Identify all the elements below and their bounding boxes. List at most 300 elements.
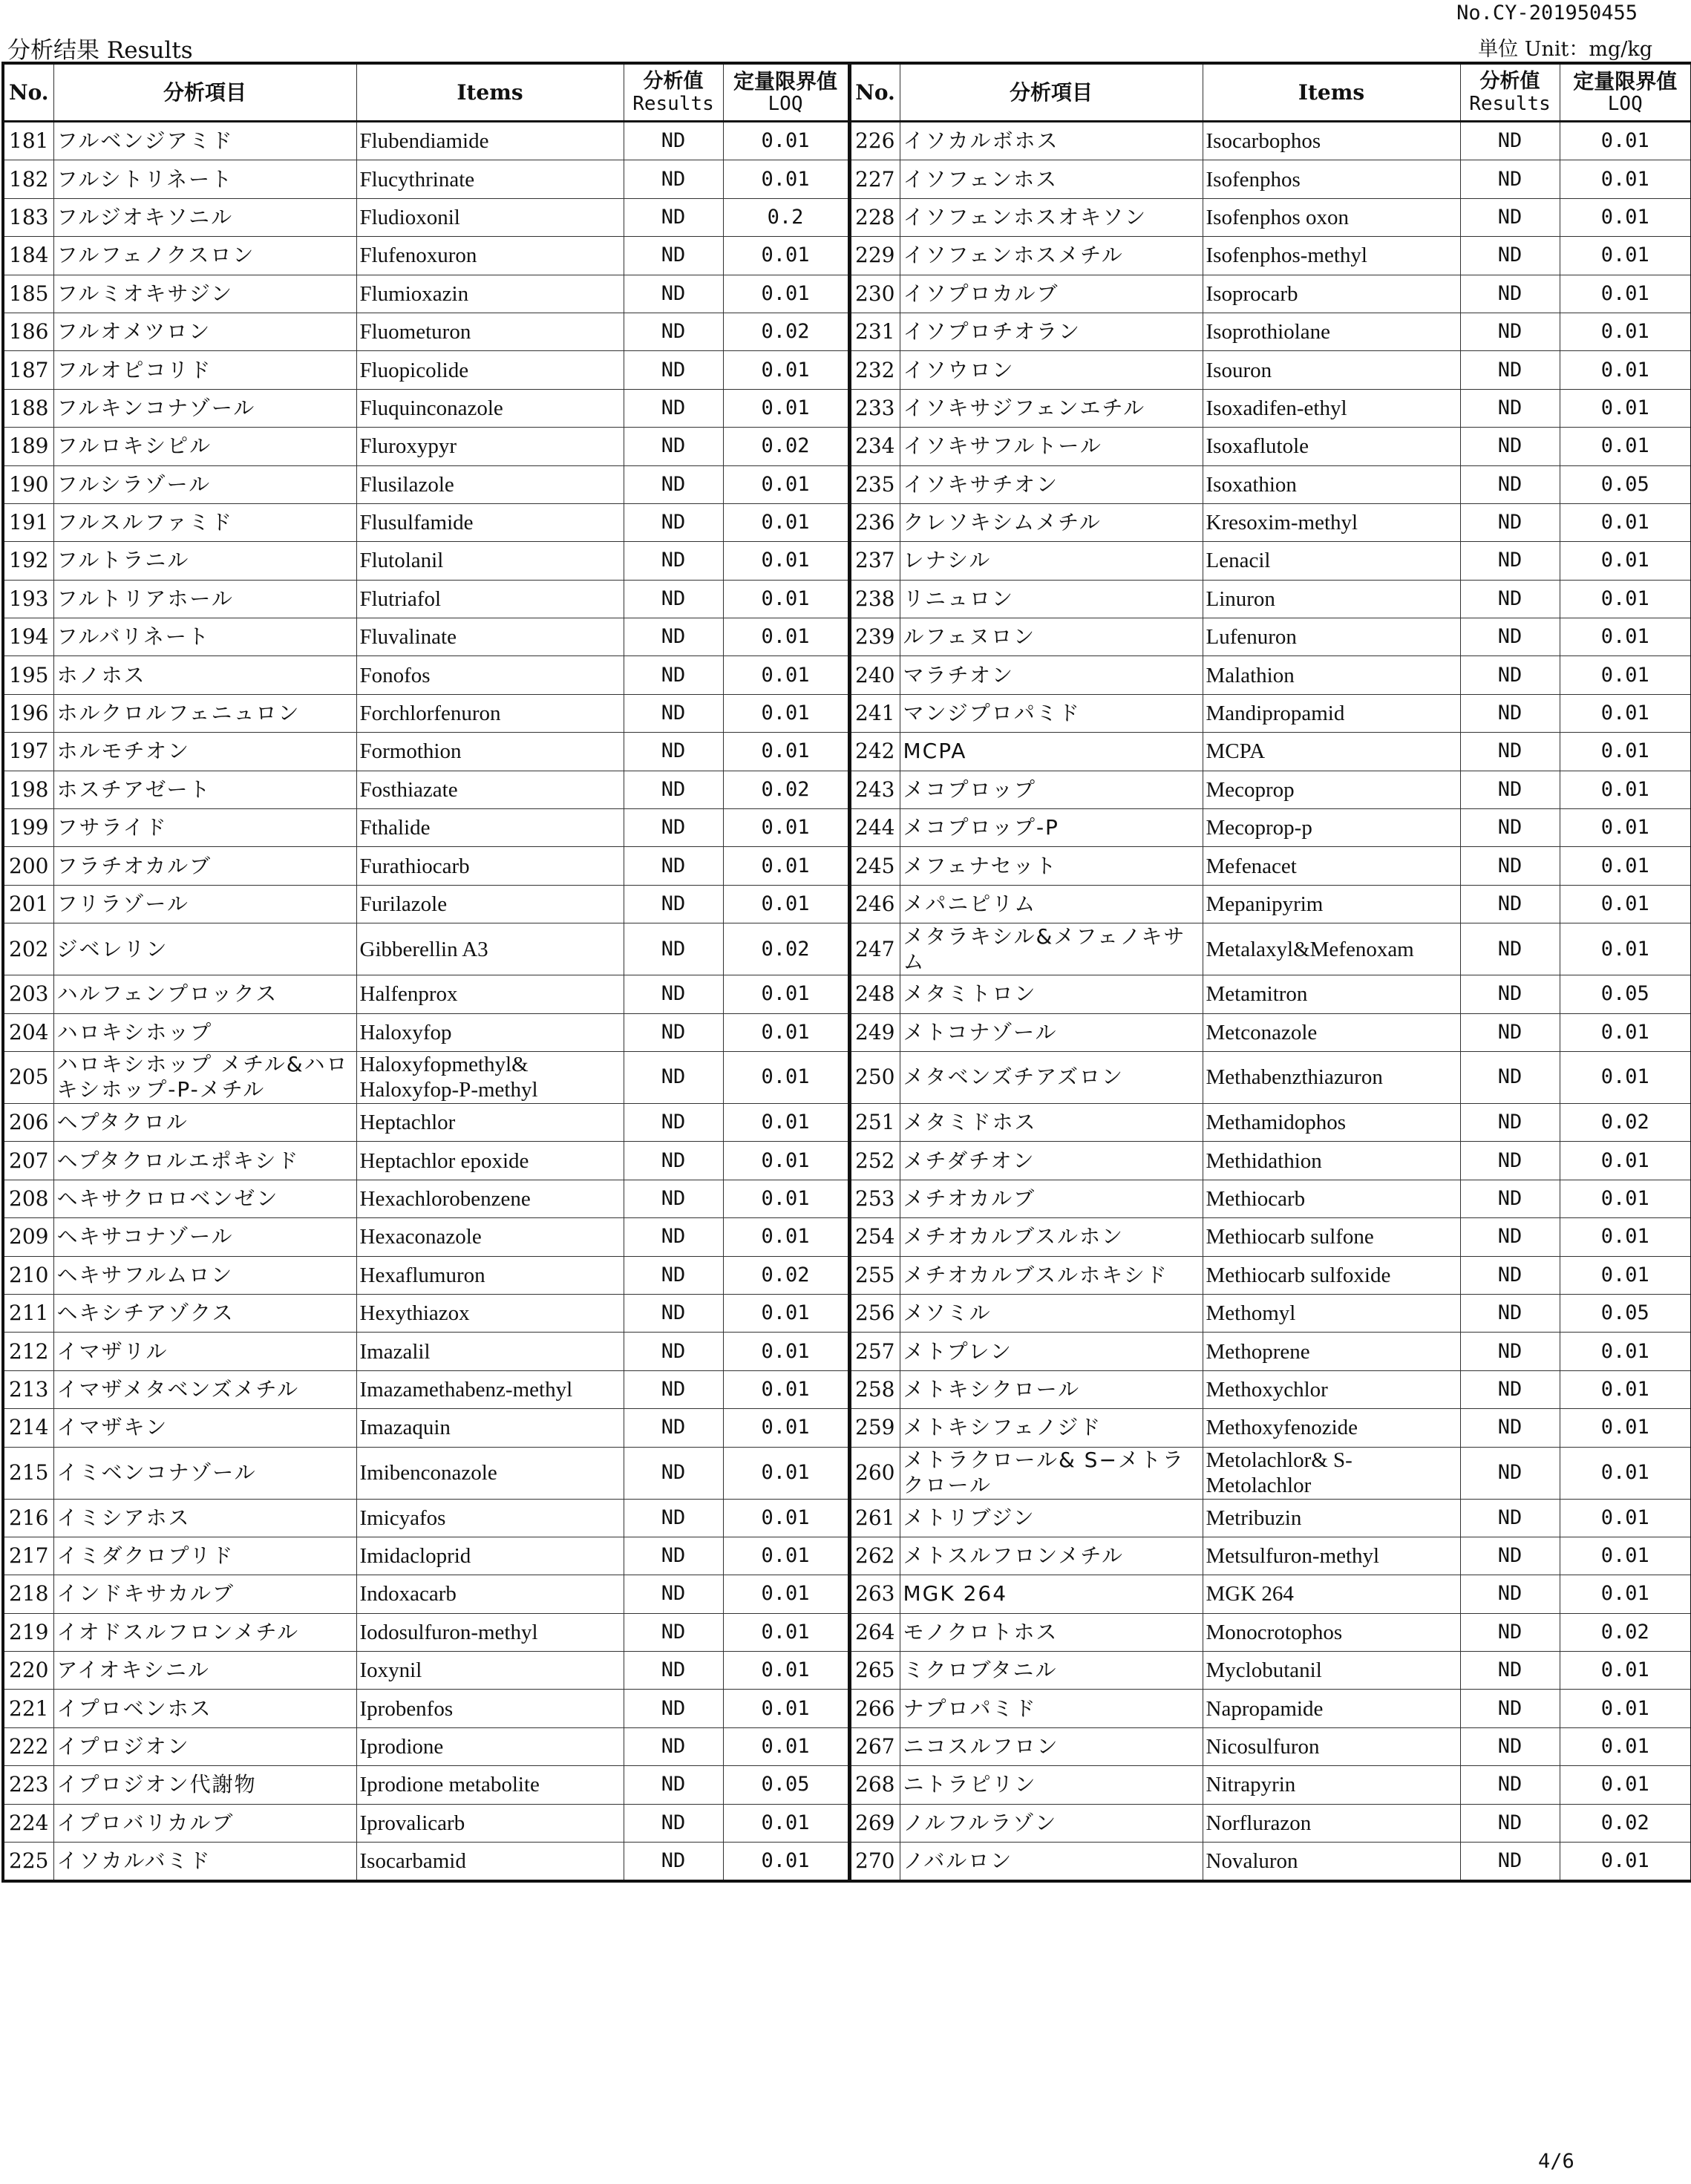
cell-item-name: Indoxacarb: [356, 1575, 624, 1613]
cell-item-name: Methidathion: [1203, 1142, 1460, 1180]
cell-no: 243: [849, 771, 900, 808]
cell-result: ND: [1460, 1051, 1560, 1103]
cell-no: 241: [849, 694, 900, 732]
table-row: [3, 885, 1691, 923]
cell-item-name: Nitrapyrin: [1203, 1766, 1460, 1804]
cell-item-name: Imicyafos: [356, 1499, 624, 1537]
table-row: [3, 1180, 1691, 1217]
cell-loq: 0.01: [723, 618, 849, 656]
cell-analysis-item-jp: ノバルロン: [900, 1843, 1203, 1882]
cell-result: ND: [1460, 237, 1560, 275]
cell-result: ND: [624, 618, 723, 656]
cell-loq: 0.01: [1560, 1180, 1691, 1217]
cell-analysis-item-jp: イミベンコナゾール: [53, 1447, 356, 1499]
cell-loq: 0.01: [1560, 656, 1691, 694]
table-row: [3, 237, 1691, 275]
cell-no: 213: [3, 1370, 53, 1408]
header-analysis-item-jp: 分析項目: [53, 63, 356, 122]
table-row: [3, 122, 1691, 160]
cell-loq: 0.01: [723, 1294, 849, 1332]
cell-result: ND: [1460, 1613, 1560, 1651]
cell-item-name: Methiocarb sulfone: [1203, 1218, 1460, 1256]
cell-analysis-item-jp: ヘキサフルムロン: [53, 1256, 356, 1294]
cell-analysis-item-jp: ナプロパミド: [900, 1690, 1203, 1727]
cell-no: 195: [3, 656, 53, 694]
cell-loq: 0.02: [1560, 1103, 1691, 1141]
cell-item-name: Furilazole: [356, 885, 624, 923]
table-row: [3, 1013, 1691, 1051]
cell-analysis-item-jp: ニコスルフロン: [900, 1727, 1203, 1765]
cell-no: 214: [3, 1409, 53, 1447]
cell-result: ND: [1460, 1804, 1560, 1842]
cell-loq: 0.01: [1560, 580, 1691, 618]
cell-result: ND: [624, 313, 723, 350]
cell-result: ND: [624, 1575, 723, 1613]
cell-no: 225: [3, 1843, 53, 1882]
table-body: [3, 122, 1691, 1882]
cell-result: ND: [624, 237, 723, 275]
cell-no: 234: [849, 428, 900, 465]
cell-loq: 0.01: [1560, 389, 1691, 427]
table-header-row: [3, 63, 1691, 122]
cell-item-name: Imazalil: [356, 1333, 624, 1370]
cell-item-name: Mecoprop-p: [1203, 809, 1460, 847]
cell-analysis-item-jp: メコプロップ: [900, 771, 1203, 808]
cell-item-name: Metconazole: [1203, 1013, 1460, 1051]
table-row: [3, 503, 1691, 541]
cell-loq: 0.01: [1560, 351, 1691, 389]
cell-analysis-item-jp: メタラキシル&メフェノキサム: [900, 923, 1203, 975]
cell-loq: 0.01: [723, 1218, 849, 1256]
cell-item-name: Isoxadifen-ethyl: [1203, 389, 1460, 427]
cell-loq: 0.01: [723, 1447, 849, 1499]
cell-loq: 0.01: [1560, 1690, 1691, 1727]
cell-no: 227: [849, 160, 900, 198]
table-row: [3, 771, 1691, 808]
cell-analysis-item-jp: フルシトリネート: [53, 160, 356, 198]
cell-loq: 0.01: [723, 580, 849, 618]
cell-analysis-item-jp: メコプロップ-P: [900, 809, 1203, 847]
cell-analysis-item-jp: イソプロチオラン: [900, 313, 1203, 350]
cell-no: 198: [3, 771, 53, 808]
table-row: [3, 428, 1691, 465]
table-row: [3, 1804, 1691, 1842]
header-loq-jp: 定量限界值: [733, 68, 837, 94]
cell-item-name: Fluopicolide: [356, 351, 624, 389]
cell-result: ND: [624, 503, 723, 541]
cell-loq: 0.01: [723, 1537, 849, 1575]
cell-no: 199: [3, 809, 53, 847]
cell-item-name: Isofenphos: [1203, 160, 1460, 198]
table-row: [3, 351, 1691, 389]
table-row: [3, 1613, 1691, 1651]
cell-no: 193: [3, 580, 53, 618]
table-row: [3, 389, 1691, 427]
header-no: No.: [849, 63, 900, 122]
cell-loq: 0.01: [723, 275, 849, 313]
cell-analysis-item-jp: イミダクロプリド: [53, 1537, 356, 1575]
cell-result: ND: [624, 198, 723, 236]
cell-analysis-item-jp: ホルクロルフェニュロン: [53, 694, 356, 732]
cell-item-name: Flusilazole: [356, 465, 624, 503]
cell-analysis-item-jp: メタミドホス: [900, 1103, 1203, 1141]
cell-loq: 0.01: [1560, 1537, 1691, 1575]
cell-result: ND: [624, 1613, 723, 1651]
cell-result: ND: [1460, 122, 1560, 160]
cell-item-name: Hexaflumuron: [356, 1256, 624, 1294]
cell-result: ND: [1460, 313, 1560, 350]
cell-analysis-item-jp: ニトラピリン: [900, 1766, 1203, 1804]
header-items: Items: [1203, 63, 1460, 122]
cell-analysis-item-jp: メトリブジン: [900, 1499, 1203, 1537]
cell-loq: 0.01: [723, 847, 849, 885]
cell-item-name: Nicosulfuron: [1203, 1727, 1460, 1765]
cell-item-name: Metolachlor& S-Metolachlor: [1203, 1447, 1460, 1499]
cell-result: ND: [1460, 847, 1560, 885]
cell-analysis-item-jp: イソキサチオン: [900, 465, 1203, 503]
cell-result: ND: [1460, 198, 1560, 236]
cell-no: 242: [849, 733, 900, 771]
cell-no: 248: [849, 975, 900, 1013]
cell-no: 235: [849, 465, 900, 503]
cell-loq: 0.01: [723, 237, 849, 275]
cell-analysis-item-jp: フルオピコリド: [53, 351, 356, 389]
cell-result: ND: [624, 1294, 723, 1332]
cell-item-name: Hexachlorobenzene: [356, 1180, 624, 1217]
cell-no: 269: [849, 1804, 900, 1842]
cell-no: 252: [849, 1142, 900, 1180]
cell-analysis-item-jp: メチダチオン: [900, 1142, 1203, 1180]
cell-loq: 0.01: [723, 1690, 849, 1727]
cell-loq: 0.01: [1560, 503, 1691, 541]
cell-result: ND: [624, 428, 723, 465]
table-row: [3, 160, 1691, 198]
cell-no: 203: [3, 975, 53, 1013]
table-row: [3, 1218, 1691, 1256]
cell-item-name: Ioxynil: [356, 1652, 624, 1690]
cell-item-name: Iprodione: [356, 1727, 624, 1765]
cell-item-name: Metalaxyl&Mefenoxam: [1203, 923, 1460, 975]
cell-loq: 0.01: [1560, 618, 1691, 656]
cell-item-name: Imazamethabenz-methyl: [356, 1370, 624, 1408]
cell-analysis-item-jp: イソフェンホスオキソン: [900, 198, 1203, 236]
cell-loq: 0.01: [1560, 1447, 1691, 1499]
cell-no: 223: [3, 1766, 53, 1804]
cell-no: 206: [3, 1103, 53, 1141]
cell-no: 183: [3, 198, 53, 236]
cell-item-name: Formothion: [356, 733, 624, 771]
cell-no: 187: [3, 351, 53, 389]
cell-analysis-item-jp: インドキサカルブ: [53, 1575, 356, 1613]
cell-item-name: Isoxathion: [1203, 465, 1460, 503]
cell-result: ND: [624, 1180, 723, 1217]
cell-no: 263: [849, 1575, 900, 1613]
cell-item-name: Myclobutanil: [1203, 1652, 1460, 1690]
cell-no: 245: [849, 847, 900, 885]
cell-no: 218: [3, 1575, 53, 1613]
cell-item-name: Metsulfuron-methyl: [1203, 1537, 1460, 1575]
cell-analysis-item-jp: フサライド: [53, 809, 356, 847]
cell-result: ND: [1460, 975, 1560, 1013]
header-loq: [1560, 63, 1691, 122]
cell-analysis-item-jp: ヘプタクロルエポキシド: [53, 1142, 356, 1180]
cell-loq: 0.01: [723, 885, 849, 923]
cell-item-name: Gibberellin A3: [356, 923, 624, 975]
cell-result: ND: [1460, 1256, 1560, 1294]
cell-no: 265: [849, 1652, 900, 1690]
cell-loq: 0.02: [723, 428, 849, 465]
cell-no: 237: [849, 542, 900, 580]
cell-no: 204: [3, 1013, 53, 1051]
cell-loq: 0.01: [1560, 428, 1691, 465]
cell-loq: 0.01: [1560, 694, 1691, 732]
cell-no: 268: [849, 1766, 900, 1804]
cell-analysis-item-jp: フルミオキサジン: [53, 275, 356, 313]
cell-result: ND: [1460, 618, 1560, 656]
cell-loq: 0.01: [723, 503, 849, 541]
unit-label: 単位 Unit：mg/kg: [1478, 38, 1652, 61]
table-row: [3, 1499, 1691, 1537]
cell-analysis-item-jp: イマザメタベンズメチル: [53, 1370, 356, 1408]
cell-analysis-item-jp: イソキサジフェンエチル: [900, 389, 1203, 427]
cell-result: ND: [1460, 809, 1560, 847]
page-title: 分析结果 Results: [7, 37, 193, 64]
table-row: [3, 313, 1691, 350]
table-row: [3, 198, 1691, 236]
cell-analysis-item-jp: ノルフルラゾン: [900, 1804, 1203, 1842]
cell-analysis-item-jp: メタベンズチアズロン: [900, 1051, 1203, 1103]
cell-item-name: Methiocarb: [1203, 1180, 1460, 1217]
cell-no: 221: [3, 1690, 53, 1727]
cell-loq: 0.01: [1560, 237, 1691, 275]
cell-loq: 0.01: [723, 975, 849, 1013]
table-row: [3, 1575, 1691, 1613]
cell-result: ND: [624, 275, 723, 313]
cell-result: ND: [624, 465, 723, 503]
cell-no: 182: [3, 160, 53, 198]
cell-result: ND: [1460, 1370, 1560, 1408]
cell-analysis-item-jp: イソキサフルトール: [900, 428, 1203, 465]
header-loq-en: LOQ: [768, 92, 803, 115]
table-row: [3, 694, 1691, 732]
cell-item-name: Lenacil: [1203, 542, 1460, 580]
cell-no: 222: [3, 1727, 53, 1765]
cell-result: ND: [1460, 1180, 1560, 1217]
cell-item-name: Isocarbophos: [1203, 122, 1460, 160]
header-results: [624, 63, 723, 122]
table-row: [3, 975, 1691, 1013]
cell-analysis-item-jp: イオドスルフロンメチル: [53, 1613, 356, 1651]
cell-loq: 0.01: [723, 1013, 849, 1051]
cell-no: 270: [849, 1843, 900, 1882]
cell-item-name: Isoxaflutole: [1203, 428, 1460, 465]
cell-loq: 0.01: [1560, 1652, 1691, 1690]
cell-loq: 0.01: [723, 160, 849, 198]
cell-loq: 0.01: [723, 389, 849, 427]
cell-result: ND: [624, 542, 723, 580]
cell-item-name: Imibenconazole: [356, 1447, 624, 1499]
cell-item-name: Iodosulfuron-methyl: [356, 1613, 624, 1651]
cell-result: ND: [624, 122, 723, 160]
cell-result: ND: [624, 160, 723, 198]
cell-loq: 0.01: [723, 1142, 849, 1180]
cell-item-name: Fluroxypyr: [356, 428, 624, 465]
cell-no: 259: [849, 1409, 900, 1447]
cell-no: 216: [3, 1499, 53, 1537]
cell-loq: 0.01: [1560, 1575, 1691, 1613]
cell-no: 255: [849, 1256, 900, 1294]
table-row: [3, 580, 1691, 618]
cell-result: ND: [1460, 1218, 1560, 1256]
cell-loq: 0.05: [1560, 465, 1691, 503]
cell-loq: 0.05: [1560, 975, 1691, 1013]
cell-item-name: Flusulfamide: [356, 503, 624, 541]
cell-item-name: Methoprene: [1203, 1333, 1460, 1370]
table-row: [3, 275, 1691, 313]
table-row: [3, 1294, 1691, 1332]
cell-item-name: Iprovalicarb: [356, 1804, 624, 1842]
cell-loq: 0.01: [723, 694, 849, 732]
cell-result: ND: [624, 694, 723, 732]
cell-analysis-item-jp: イプロバリカルブ: [53, 1804, 356, 1842]
table-row: [3, 1843, 1691, 1882]
table-row: [3, 1256, 1691, 1294]
cell-result: ND: [624, 1766, 723, 1804]
cell-result: ND: [624, 1499, 723, 1537]
cell-no: 208: [3, 1180, 53, 1217]
cell-result: ND: [624, 1370, 723, 1408]
cell-loq: 0.01: [723, 1409, 849, 1447]
cell-analysis-item-jp: イソウロン: [900, 351, 1203, 389]
cell-result: ND: [1460, 160, 1560, 198]
cell-item-name: Methoxychlor: [1203, 1370, 1460, 1408]
cell-item-name: Mecoprop: [1203, 771, 1460, 808]
cell-loq: 0.01: [1560, 1499, 1691, 1537]
table-row: [3, 733, 1691, 771]
cell-analysis-item-jp: リニュロン: [900, 580, 1203, 618]
cell-analysis-item-jp: ヘキサクロロベンゼン: [53, 1180, 356, 1217]
cell-item-name: Heptachlor: [356, 1103, 624, 1141]
cell-loq: 0.02: [723, 771, 849, 808]
cell-loq: 0.01: [1560, 1843, 1691, 1882]
cell-item-name: Hexythiazox: [356, 1294, 624, 1332]
cell-item-name: Flutolanil: [356, 542, 624, 580]
cell-loq: 0.01: [1560, 275, 1691, 313]
cell-result: ND: [1460, 771, 1560, 808]
table-row: [3, 542, 1691, 580]
cell-no: 196: [3, 694, 53, 732]
header-results-en: Results: [632, 92, 714, 115]
cell-loq: 0.01: [723, 1499, 849, 1537]
cell-result: ND: [624, 1051, 723, 1103]
cell-analysis-item-jp: イソフェンホス: [900, 160, 1203, 198]
cell-analysis-item-jp: メフェナセット: [900, 847, 1203, 885]
cell-analysis-item-jp: フルベンジアミド: [53, 122, 356, 160]
cell-analysis-item-jp: イマザキン: [53, 1409, 356, 1447]
cell-item-name: Forchlorfenuron: [356, 694, 624, 732]
cell-loq: 0.02: [723, 313, 849, 350]
cell-result: ND: [1460, 542, 1560, 580]
cell-no: 186: [3, 313, 53, 350]
cell-loq: 0.01: [723, 1652, 849, 1690]
cell-no: 251: [849, 1103, 900, 1141]
table-row: [3, 465, 1691, 503]
cell-no: 249: [849, 1013, 900, 1051]
cell-analysis-item-jp: フルフェノクスロン: [53, 237, 356, 275]
cell-loq: 0.02: [723, 923, 849, 975]
cell-item-name: Methomyl: [1203, 1294, 1460, 1332]
cell-analysis-item-jp: フルキンコナゾール: [53, 389, 356, 427]
cell-item-name: Methamidophos: [1203, 1103, 1460, 1141]
cell-result: ND: [1460, 428, 1560, 465]
cell-no: 184: [3, 237, 53, 275]
cell-item-name: Flubendiamide: [356, 122, 624, 160]
cell-loq: 0.01: [1560, 1218, 1691, 1256]
cell-analysis-item-jp: イソフェンホスメチル: [900, 237, 1203, 275]
cell-loq: 0.01: [1560, 847, 1691, 885]
header-loq-jp: 定量限界值: [1573, 68, 1678, 94]
cell-analysis-item-jp: イプロベンホス: [53, 1690, 356, 1727]
cell-no: 226: [849, 122, 900, 160]
cell-no: 256: [849, 1294, 900, 1332]
cell-no: 188: [3, 389, 53, 427]
cell-item-name: Heptachlor epoxide: [356, 1142, 624, 1180]
cell-result: ND: [624, 1537, 723, 1575]
cell-analysis-item-jp: メトキシフェノジド: [900, 1409, 1203, 1447]
cell-analysis-item-jp: ヘキサコナゾール: [53, 1218, 356, 1256]
cell-item-name: Malathion: [1203, 656, 1460, 694]
cell-item-name: Isofenphos oxon: [1203, 198, 1460, 236]
cell-analysis-item-jp: メトキシクロール: [900, 1370, 1203, 1408]
cell-item-name: Fthalide: [356, 809, 624, 847]
cell-item-name: Metribuzin: [1203, 1499, 1460, 1537]
cell-item-name: Isoprocarb: [1203, 275, 1460, 313]
cell-item-name: Linuron: [1203, 580, 1460, 618]
cell-result: ND: [624, 1256, 723, 1294]
cell-analysis-item-jp: ジベレリン: [53, 923, 356, 975]
cell-item-name: Hexaconazole: [356, 1218, 624, 1256]
cell-result: ND: [624, 771, 723, 808]
cell-analysis-item-jp: メチオカルブスルホキシド: [900, 1256, 1203, 1294]
cell-analysis-item-jp: フルシラゾール: [53, 465, 356, 503]
cell-no: 219: [3, 1613, 53, 1651]
cell-loq: 0.01: [1560, 733, 1691, 771]
cell-item-name: Kresoxim-methyl: [1203, 503, 1460, 541]
cell-loq: 0.2: [723, 198, 849, 236]
cell-no: 215: [3, 1447, 53, 1499]
cell-result: ND: [1460, 1447, 1560, 1499]
cell-loq: 0.01: [1560, 1142, 1691, 1180]
cell-result: ND: [624, 733, 723, 771]
cell-result: ND: [624, 1690, 723, 1727]
cell-analysis-item-jp: ヘキシチアゾクス: [53, 1294, 356, 1332]
cell-item-name: Flumioxazin: [356, 275, 624, 313]
cell-no: 246: [849, 885, 900, 923]
cell-analysis-item-jp: MGK 264: [900, 1575, 1203, 1613]
cell-loq: 0.01: [1560, 542, 1691, 580]
cell-analysis-item-jp: フルスルファミド: [53, 503, 356, 541]
cell-loq: 0.01: [723, 809, 849, 847]
cell-result: ND: [624, 1142, 723, 1180]
cell-analysis-item-jp: メトラクロール& S−メトラクロール: [900, 1447, 1203, 1499]
cell-analysis-item-jp: メチオカルブスルホン: [900, 1218, 1203, 1256]
cell-result: ND: [1460, 503, 1560, 541]
cell-item-name: Monocrotophos: [1203, 1613, 1460, 1651]
cell-analysis-item-jp: フラチオカルブ: [53, 847, 356, 885]
cell-loq: 0.01: [1560, 1051, 1691, 1103]
cell-analysis-item-jp: フルバリネート: [53, 618, 356, 656]
cell-loq: 0.01: [723, 542, 849, 580]
